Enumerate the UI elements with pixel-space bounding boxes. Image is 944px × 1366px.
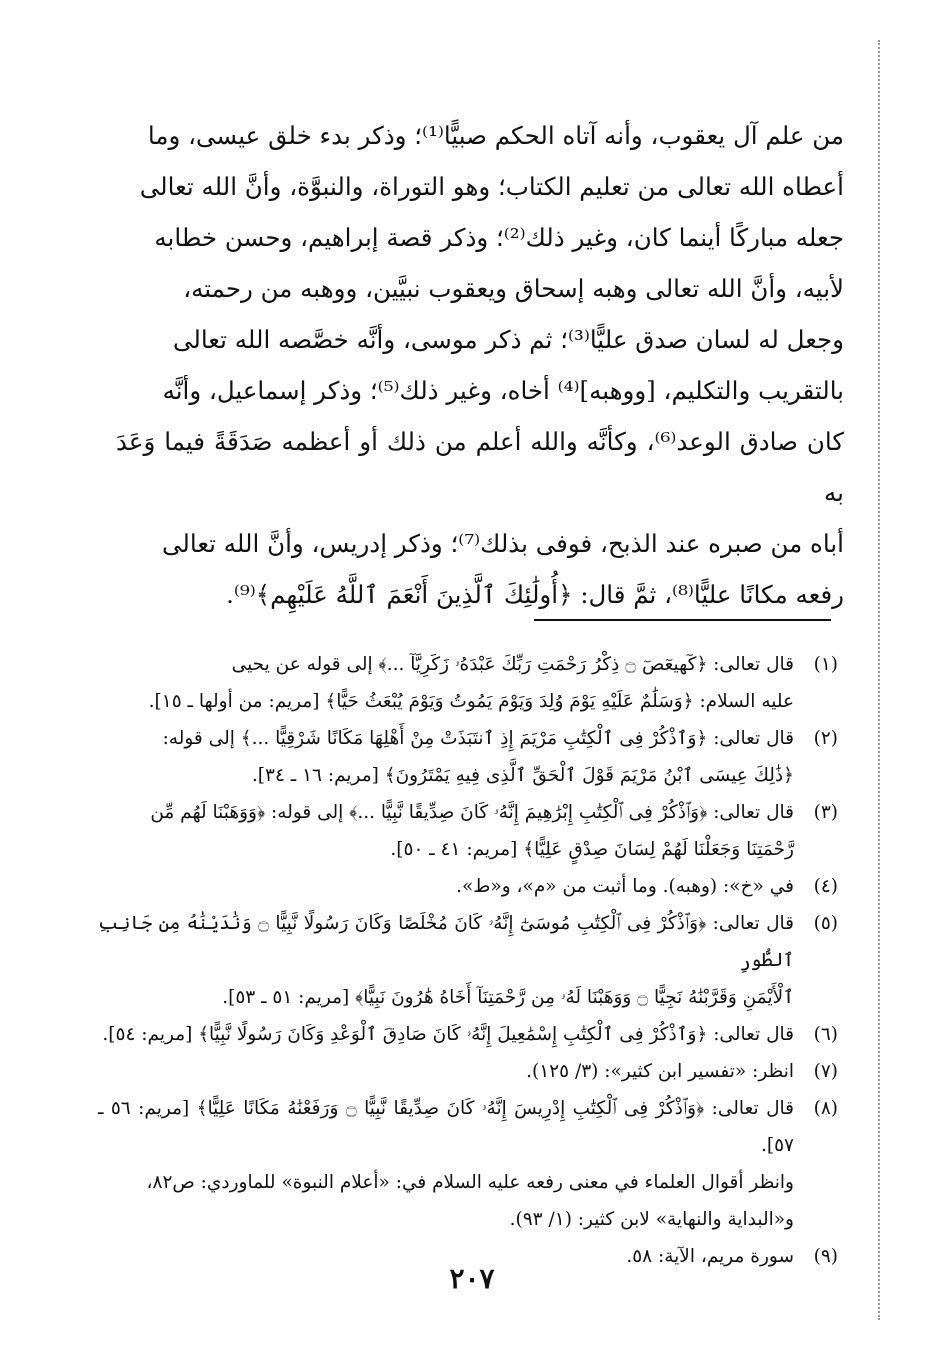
footnote-line: قال تعالى: ﴿وَٱذْكُرْ فِى ٱلْكِتَٰبِ إِسْمَٰعِيلَ إِنَّهُۥ كَانَ صَادِقَ ٱلْوَعْدِ وَكَانَ رَسُولًا نَّبِيًّا﴾ [مريم: ٥٤]. (102, 1024, 794, 1045)
footnote-line: قال تعالى: ﴿وَٱذْكُرْ فِى ٱلْكِتَٰبِ إِبْرَٰهِيمَ إِنَّهُۥ كَانَ صِدِّيقًا نَّبِيًّا ...﴾ إلى قوله: ﴿وَوَهَبْنَا لَهُم مِّن (150, 802, 794, 823)
main-line: بالتقريب والتكليم، [ووهبه]⁽⁴⁾ أخاه، وغير ذلك⁽⁵⁾؛ وذكر إسماعيل، وأنَّه (162, 376, 844, 405)
main-line: وجعل له لسان صدق عليًّا⁽³⁾؛ ثم ذكر موسى، وأنَّه خصَّصه الله تعالى (172, 325, 844, 354)
page-number: ٢٠٧ (449, 1262, 495, 1295)
footnote-number: (٤) (813, 876, 838, 897)
footnote-line: ٱلْأَيْمَنِ وَقَرَّبْنَٰهُ نَجِيًّا ۝ وَوَهَبْنَا لَهُۥ مِن رَّحْمَتِنَآ أَخَاهُ هَٰرُونَ نَبِيًّا﴾ [مريم: ٥١ ـ ٥٣]. (222, 987, 794, 1008)
footnote-number: (٧) (813, 1061, 838, 1082)
footnote-line: قال تعالى: ﴿وَٱذْكُرْ فِى ٱلْكِتَٰبِ مَرْيَمَ إِذِ ٱنتَبَذَتْ مِنْ أَهْلِهَا مَكَانًا شَرْقِيًّا ...﴾ إلى قوله: (162, 728, 794, 749)
footnote-3 (98, 794, 838, 868)
footnote-7 (98, 1053, 838, 1090)
footnote-line: سورة مريم، الآية: ٥٨. (626, 1246, 794, 1267)
footnote-line: رَّحْمَتِنَا وَجَعَلْنَا لَهُمْ لِسَانَ صِدْقٍ عَلِيًّا﴾ [مريم: ٤١ ـ ٥٠]. (390, 839, 794, 860)
footnote-number: (٩) (813, 1246, 838, 1267)
footnote-8 (98, 1090, 838, 1238)
footnote-text (98, 1053, 794, 1090)
footnote-number: (٢) (813, 728, 838, 749)
footnote-text (98, 1016, 794, 1053)
main-line: كان صادق الوعد⁽⁶⁾، وكأنَّه والله أعلم من ذلك أو أعظمه صَدَقَةً فيما وَعَدَ به (116, 427, 844, 507)
footnote-line: عليه السلام: ﴿وَسَلَٰمٌ عَلَيْهِ يَوْمَ وُلِدَ وَيَوْمَ يَمُوتُ وَيَوْمَ يُبْعَثُ حَيًّا﴾ [مريم: من أولها ـ ١٥]. (148, 691, 794, 712)
footnote-1 (98, 646, 838, 720)
main-line: جعله مباركًا أينما كان، وغير ذلك⁽²⁾؛ وذكر قصة إبراهيم، وحسن خطابه (154, 223, 844, 252)
footnote-text (98, 646, 794, 720)
footnote-text (98, 720, 794, 794)
footnote-6 (98, 1016, 838, 1053)
footnote-text (98, 868, 794, 905)
footnote-line: انظر: «تفسير ابن كثير»: (٣/ ١٢٥). (526, 1061, 794, 1082)
footnote-number: (٣) (813, 802, 838, 823)
footnote-number: (٦) (813, 1024, 838, 1045)
footnote-text (98, 1090, 794, 1238)
footnote-line: قال تعالى: ﴿وَٱذْكُرْ فِى ٱلْكِتَٰبِ إِدْرِيسَ إِنَّهُۥ كَانَ صِدِّيقًا نَّبِيًّا ۝ وَرَفَعْنَٰهُ مَكَانًا عَلِيًّا﴾ [مريم: ٥٦ ـ ٥٧]. (98, 1098, 794, 1156)
footnote-line: في «خ»: (وهبه). وما أثبت من «م»، و«ط». (456, 876, 794, 897)
footnote-line: قال تعالى: ﴿وَٱذْكُرْ فِى ٱلْكِتَٰبِ مُوسَىٰٓ إِنَّهُۥ كَانَ مُخْلَصًا وَكَانَ رَسُولًا نَّبِيًّا ۝ وَنَٰدَيْنَٰهُ مِن جَانِبِ ٱلطُّورِ (98, 913, 794, 971)
main-text-block (116, 110, 844, 620)
main-line: أباه من صبره عند الذبح، فوفى بذلك⁽⁷⁾؛ وذكر إدريس، وأنَّ الله تعالى (162, 529, 844, 558)
main-line: رفعه مكانًا عليًّا⁽⁸⁾، ثمَّ قال: ﴿أُولَٰئِكَ ٱلَّذِينَ أَنْعَمَ ٱللَّهُ عَلَيْهِم﴾⁽⁹⁾. (226, 580, 844, 609)
footnote-line: ﴿ذَٰلِكَ عِيسَى ٱبْنُ مَرْيَمَ قَوْلَ ٱلْحَقِّ ٱلَّذِى فِيهِ يَمْتَرُونَ﴾ [مريم: ١٦ ـ ٣٤]. (251, 765, 794, 786)
footnote-5 (98, 905, 838, 1016)
footnote-separator (534, 619, 831, 621)
main-line: لأبيه، وأنَّ الله تعالى وهبه إسحاق ويعقوب نبيَّين، ووهبه من رحمته، (183, 274, 844, 303)
main-line: من علم آل يعقوب، وأنه آتاه الحكم صبيًّا⁽¹⁾؛ وذكر بدء خلق عيسى، وما (147, 121, 844, 150)
footnote-4 (98, 868, 838, 905)
footnote-number: (٥) (813, 913, 838, 934)
footnote-line: وانظر أقوال العلماء في معنى رفعه عليه السلام في: «أعلام النبوة» للماوردي: ص٨٢، (146, 1172, 794, 1193)
footnote-number: (١) (813, 654, 838, 675)
footnote-text (98, 794, 794, 868)
footnote-line: و«البداية والنهاية» لابن كثير: (١/ ٩٣). (509, 1209, 794, 1230)
footnote-2 (98, 720, 838, 794)
footnotes-block (98, 646, 838, 1275)
page-edge-dots (878, 40, 880, 1320)
footnote-line: قال تعالى: ﴿كٓهيعٓصٓ ۝ ذِكْرُ رَحْمَتِ رَبِّكَ عَبْدَهُۥ زَكَرِيَّآ ...﴾ إلى قوله عن يحيى (231, 654, 794, 675)
footnote-number: (٨) (813, 1098, 838, 1119)
footnote-text (98, 905, 794, 1016)
main-line: أعطاه الله تعالى من تعليم الكتاب؛ وهو التوراة، والنبوَّة، وأنَّ الله تعالى (139, 172, 844, 201)
